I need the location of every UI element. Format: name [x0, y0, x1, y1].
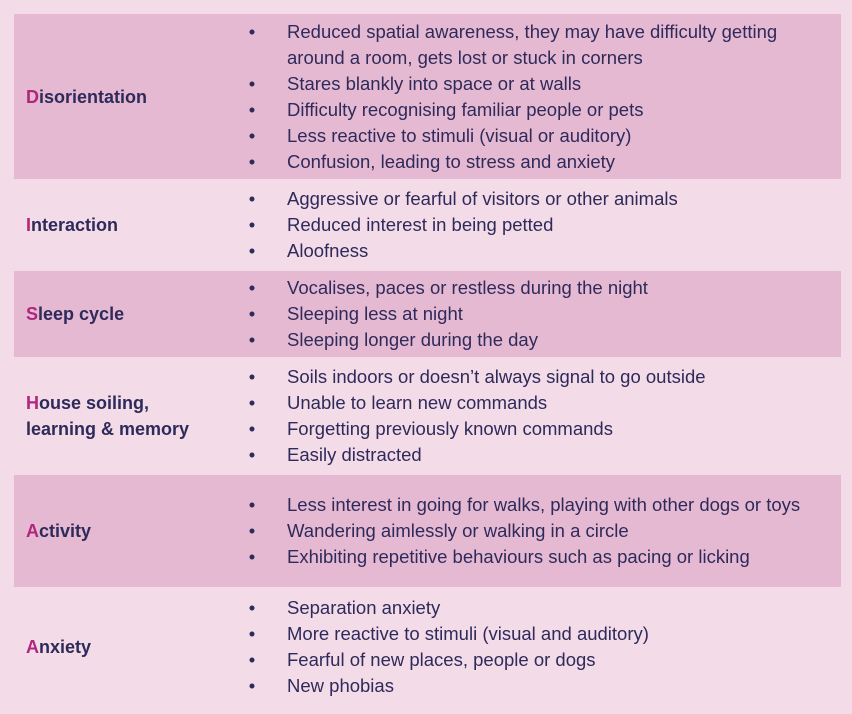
- list-item: • Vocalises, paces or restless during the night: [246, 275, 841, 301]
- bullet-icon: •: [248, 72, 256, 94]
- bullet-icon: •: [248, 623, 256, 644]
- label-initial: I: [26, 215, 32, 235]
- bullet-icon: •: [248, 418, 256, 439]
- table-row: [14, 182, 841, 271]
- list-item: • More reactive to stimuli (visual and auditory): [246, 621, 841, 647]
- row-label: [14, 390, 246, 442]
- list-item: • Aloofness: [246, 238, 841, 264]
- list-item: • Fearful of new places, people or dogs: [246, 647, 841, 673]
- list-item: • Reduced interest in being petted: [246, 212, 841, 238]
- bullet-icon: •: [248, 240, 256, 261]
- list-item: • Sleeping longer during the day: [246, 327, 841, 353]
- bullet-icon: •: [248, 20, 256, 42]
- table-row: [14, 590, 841, 704]
- list-item: • Difficulty recognising familiar people or pets: [246, 97, 841, 123]
- bullet-icon: •: [248, 277, 256, 298]
- list-item: • Less reactive to stimuli (visual or auditory): [246, 123, 841, 149]
- label-text-line2: learning & memory: [26, 419, 190, 439]
- table-row: [14, 14, 841, 182]
- label-text: leep cycle: [38, 304, 125, 324]
- list-item: • Unable to learn new commands: [246, 390, 841, 416]
- bullet-icon: •: [248, 366, 256, 387]
- list-item: • Stares blankly into space or at walls: [246, 71, 841, 97]
- bullet-icon: •: [248, 303, 256, 324]
- bullet-icon: •: [248, 214, 256, 235]
- row-label: [14, 84, 246, 110]
- bullet-icon: •: [248, 520, 256, 541]
- symptom-list: [246, 275, 841, 353]
- table-row: [14, 475, 841, 590]
- list-item: • Easily distracted: [246, 442, 841, 468]
- label-initial: H: [26, 393, 39, 413]
- label-initial: A: [26, 637, 39, 657]
- list-item: • Confusion, leading to stress and anxiety: [246, 149, 841, 175]
- symptom-list: [246, 186, 841, 264]
- label-text: ctivity: [39, 521, 92, 541]
- bullet-icon: •: [248, 150, 256, 172]
- row-label: [14, 301, 246, 327]
- bullet-icon: •: [248, 124, 256, 146]
- list-item: • Separation anxiety: [246, 595, 841, 621]
- bullet-icon: •: [248, 649, 256, 670]
- list-item: • New phobias: [246, 673, 841, 699]
- list-item: • Reduced spatial awareness, they may have difficulty getting around a room, gets lost or stuck in corners: [246, 19, 841, 71]
- label-text: ouse soiling,: [39, 393, 150, 413]
- list-item: • Forgetting previously known commands: [246, 416, 841, 442]
- symptom-list: [246, 492, 841, 570]
- bullet-icon: •: [248, 546, 256, 567]
- label-text: nteraction: [31, 215, 119, 235]
- label-text: nxiety: [39, 637, 92, 657]
- list-item: • Aggressive or fearful of visitors or other animals: [246, 186, 841, 212]
- bullet-icon: •: [248, 597, 256, 618]
- row-label: [14, 634, 246, 660]
- bullet-icon: •: [248, 98, 256, 120]
- label-initial: D: [26, 86, 39, 107]
- bullet-icon: •: [248, 392, 256, 413]
- symptom-list: [246, 19, 841, 175]
- table-row: [14, 360, 841, 475]
- list-item: • Soils indoors or doesn’t always signal to go outside: [246, 364, 841, 390]
- label-initial: A: [26, 521, 39, 541]
- row-label: [14, 518, 246, 544]
- bullet-icon: •: [248, 188, 256, 209]
- label-initial: S: [26, 304, 39, 324]
- table-row: [14, 271, 841, 360]
- list-item: • Less interest in going for walks, playing with other dogs or toys: [246, 492, 841, 518]
- list-item: • Exhibiting repetitive behaviours such as pacing or licking: [246, 544, 841, 570]
- symptom-list: [246, 364, 841, 468]
- bullet-icon: •: [248, 444, 256, 465]
- label-text: isorientation: [39, 86, 148, 107]
- bullet-icon: •: [248, 494, 256, 515]
- symptom-table: [14, 14, 841, 704]
- row-label: [14, 212, 246, 238]
- bullet-icon: •: [248, 329, 256, 350]
- list-item: • Wandering aimlessly or walking in a circle: [246, 518, 841, 544]
- symptom-list: [246, 595, 841, 699]
- list-item: • Sleeping less at night: [246, 301, 841, 327]
- bullet-icon: •: [248, 675, 256, 696]
